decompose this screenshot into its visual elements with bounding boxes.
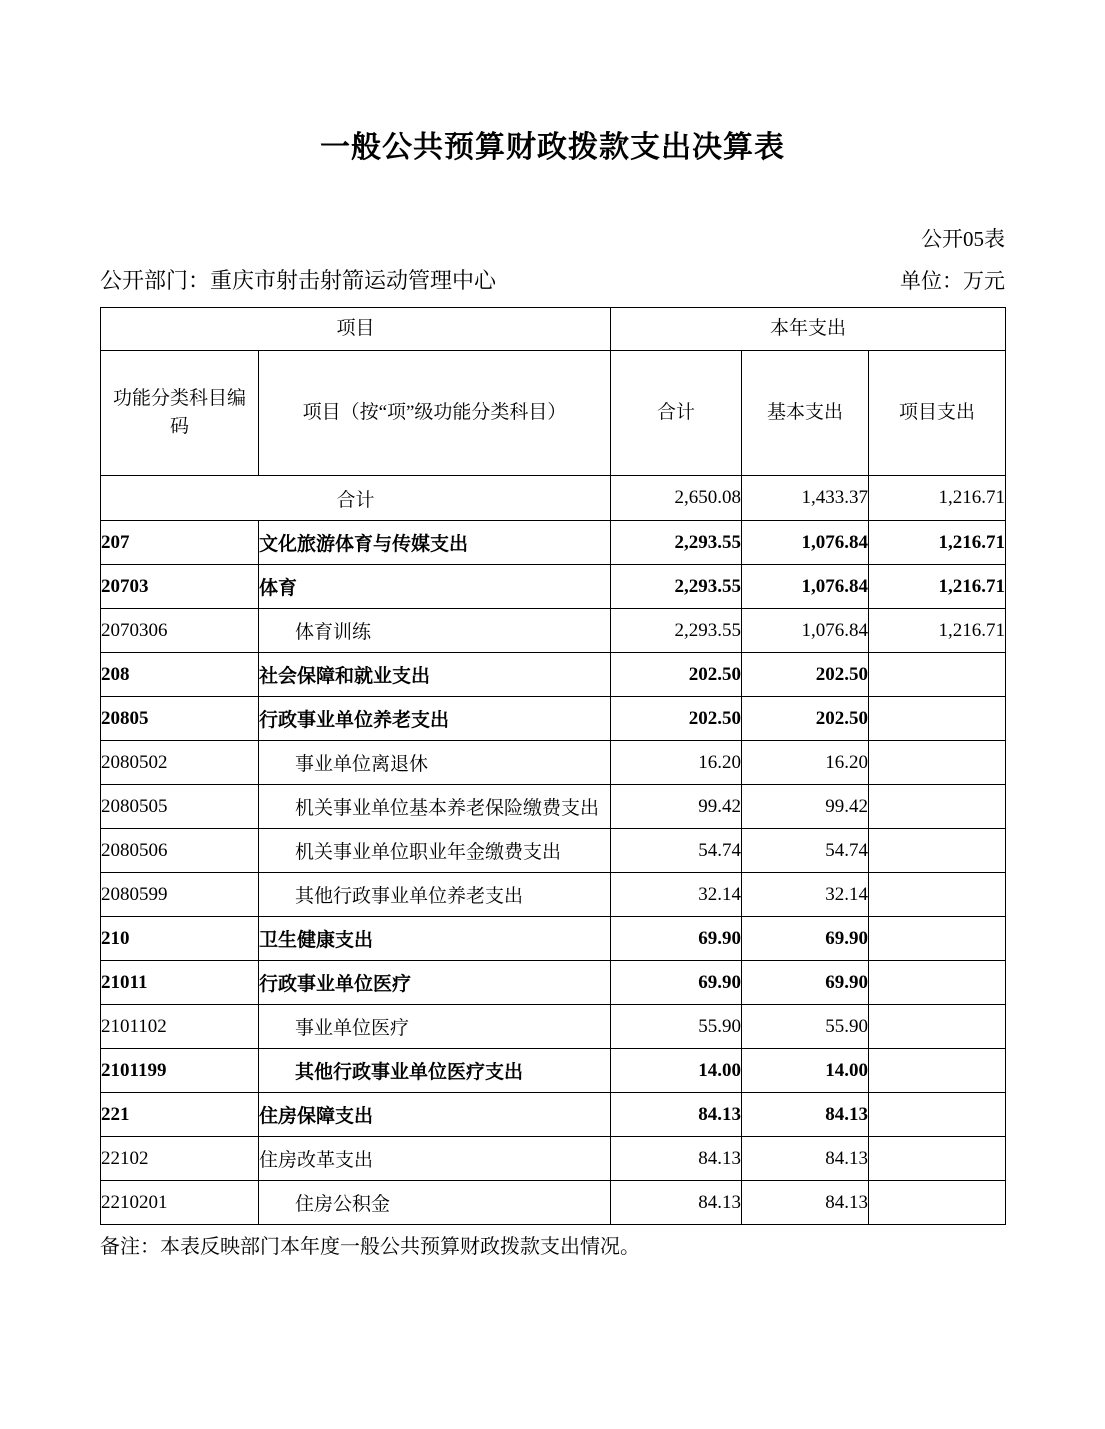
table-row bbox=[101, 961, 1006, 1005]
row-basic: 84.13 bbox=[742, 1137, 869, 1181]
row-project bbox=[869, 1181, 1006, 1225]
row-project bbox=[869, 917, 1006, 961]
row-name: 机关事业单位基本养老保险缴费支出 bbox=[259, 785, 611, 829]
row-basic: 202.50 bbox=[742, 697, 869, 741]
row-basic: 69.90 bbox=[742, 917, 869, 961]
budget-expenditure-table bbox=[100, 307, 1006, 1225]
row-basic: 54.74 bbox=[742, 829, 869, 873]
row-project: 1,216.71 bbox=[869, 521, 1006, 565]
row-name: 事业单位医疗 bbox=[259, 1005, 611, 1049]
row-project bbox=[869, 653, 1006, 697]
table-row bbox=[101, 653, 1006, 697]
row-basic: 55.90 bbox=[742, 1005, 869, 1049]
column-header-basic: 基本支出 bbox=[742, 351, 869, 476]
row-name: 其他行政事业单位养老支出 bbox=[259, 873, 611, 917]
row-project bbox=[869, 829, 1006, 873]
row-basic: 84.13 bbox=[742, 1093, 869, 1137]
table-row bbox=[101, 1093, 1006, 1137]
row-total: 99.42 bbox=[611, 785, 742, 829]
table-row bbox=[101, 917, 1006, 961]
row-total: 54.74 bbox=[611, 829, 742, 873]
row-basic: 1,076.84 bbox=[742, 565, 869, 609]
row-code: 20805 bbox=[101, 697, 259, 741]
row-code: 22102 bbox=[101, 1137, 259, 1181]
row-total: 55.90 bbox=[611, 1005, 742, 1049]
grand-total-total: 2,650.08 bbox=[611, 476, 742, 521]
table-row bbox=[101, 565, 1006, 609]
row-code: 2080502 bbox=[101, 741, 259, 785]
table-footnote: 备注：本表反映部门本年度一般公共预算财政拨款支出情况。 bbox=[100, 1236, 640, 1258]
sheet-code-label: 公开05表 bbox=[921, 227, 1005, 251]
row-name: 住房公积金 bbox=[259, 1181, 611, 1225]
row-project bbox=[869, 785, 1006, 829]
table-row bbox=[101, 829, 1006, 873]
row-basic: 16.20 bbox=[742, 741, 869, 785]
row-name: 卫生健康支出 bbox=[259, 917, 611, 961]
table-row bbox=[101, 521, 1006, 565]
department-label: 公开部门：重庆市射击射箭运动管理中心 bbox=[100, 268, 497, 293]
table-row bbox=[101, 785, 1006, 829]
row-code: 21011 bbox=[101, 961, 259, 1005]
row-project bbox=[869, 697, 1006, 741]
row-basic: 202.50 bbox=[742, 653, 869, 697]
grand-total-label: 合计 bbox=[101, 476, 611, 521]
row-code: 2080505 bbox=[101, 785, 259, 829]
table-row bbox=[101, 741, 1006, 785]
row-total: 69.90 bbox=[611, 961, 742, 1005]
column-header-project: 项目支出 bbox=[869, 351, 1006, 476]
row-total: 202.50 bbox=[611, 653, 742, 697]
row-code: 2210201 bbox=[101, 1181, 259, 1225]
row-total: 84.13 bbox=[611, 1137, 742, 1181]
row-code: 207 bbox=[101, 521, 259, 565]
row-total: 32.14 bbox=[611, 873, 742, 917]
row-project: 1,216.71 bbox=[869, 609, 1006, 653]
row-basic: 84.13 bbox=[742, 1181, 869, 1225]
row-total: 16.20 bbox=[611, 741, 742, 785]
row-total: 69.90 bbox=[611, 917, 742, 961]
row-name: 体育训练 bbox=[259, 609, 611, 653]
row-basic: 14.00 bbox=[742, 1049, 869, 1093]
row-name: 机关事业单位职业年金缴费支出 bbox=[259, 829, 611, 873]
row-basic: 32.14 bbox=[742, 873, 869, 917]
table-row bbox=[101, 1005, 1006, 1049]
row-project bbox=[869, 873, 1006, 917]
row-project: 1,216.71 bbox=[869, 565, 1006, 609]
row-basic: 1,076.84 bbox=[742, 521, 869, 565]
row-name: 文化旅游体育与传媒支出 bbox=[259, 521, 611, 565]
table-row bbox=[101, 609, 1006, 653]
currency-unit-label: 单位：万元 bbox=[900, 269, 1005, 293]
row-name: 事业单位离退休 bbox=[259, 741, 611, 785]
row-total: 84.13 bbox=[611, 1093, 742, 1137]
row-name: 行政事业单位医疗 bbox=[259, 961, 611, 1005]
grand-total-project: 1,216.71 bbox=[869, 476, 1006, 521]
row-total: 84.13 bbox=[611, 1181, 742, 1225]
row-code: 2080506 bbox=[101, 829, 259, 873]
row-code: 221 bbox=[101, 1093, 259, 1137]
document-meta-row bbox=[100, 265, 1005, 297]
group-header-item: 项目 bbox=[101, 308, 611, 351]
column-header-name: 项目（按“项”级功能分类科目） bbox=[259, 351, 611, 476]
row-total: 2,293.55 bbox=[611, 565, 742, 609]
group-header-expenditure: 本年支出 bbox=[611, 308, 1006, 351]
row-code: 20703 bbox=[101, 565, 259, 609]
column-header-code bbox=[101, 351, 259, 476]
row-basic: 69.90 bbox=[742, 961, 869, 1005]
row-total: 2,293.55 bbox=[611, 521, 742, 565]
row-code: 2080599 bbox=[101, 873, 259, 917]
row-project bbox=[869, 1137, 1006, 1181]
page-title: 一般公共预算财政拨款支出决算表 bbox=[320, 131, 785, 164]
row-name: 社会保障和就业支出 bbox=[259, 653, 611, 697]
row-project bbox=[869, 1093, 1006, 1137]
column-header-code-label: 功能分类科目编码 bbox=[112, 388, 246, 437]
row-project bbox=[869, 1049, 1006, 1093]
table-row bbox=[101, 1181, 1006, 1225]
row-name: 体育 bbox=[259, 565, 611, 609]
row-code: 2070306 bbox=[101, 609, 259, 653]
row-project bbox=[869, 741, 1006, 785]
table-column-header-row bbox=[101, 351, 1006, 476]
table-row-grand-total bbox=[101, 476, 1006, 521]
row-project bbox=[869, 961, 1006, 1005]
row-code: 2101102 bbox=[101, 1005, 259, 1049]
row-code: 2101199 bbox=[101, 1049, 259, 1093]
row-total: 202.50 bbox=[611, 697, 742, 741]
grand-total-basic: 1,433.37 bbox=[742, 476, 869, 521]
row-code: 208 bbox=[101, 653, 259, 697]
table-row bbox=[101, 697, 1006, 741]
row-total: 14.00 bbox=[611, 1049, 742, 1093]
row-basic: 1,076.84 bbox=[742, 609, 869, 653]
table-group-header-row bbox=[101, 308, 1006, 351]
column-header-total: 合计 bbox=[611, 351, 742, 476]
row-total: 2,293.55 bbox=[611, 609, 742, 653]
row-project bbox=[869, 1005, 1006, 1049]
row-basic: 99.42 bbox=[742, 785, 869, 829]
row-code: 210 bbox=[101, 917, 259, 961]
table-row bbox=[101, 873, 1006, 917]
table-row bbox=[101, 1137, 1006, 1181]
row-name: 住房保障支出 bbox=[259, 1093, 611, 1137]
table-row bbox=[101, 1049, 1006, 1093]
row-name: 行政事业单位养老支出 bbox=[259, 697, 611, 741]
row-name: 住房改革支出 bbox=[259, 1137, 611, 1181]
row-name: 其他行政事业单位医疗支出 bbox=[259, 1049, 611, 1093]
